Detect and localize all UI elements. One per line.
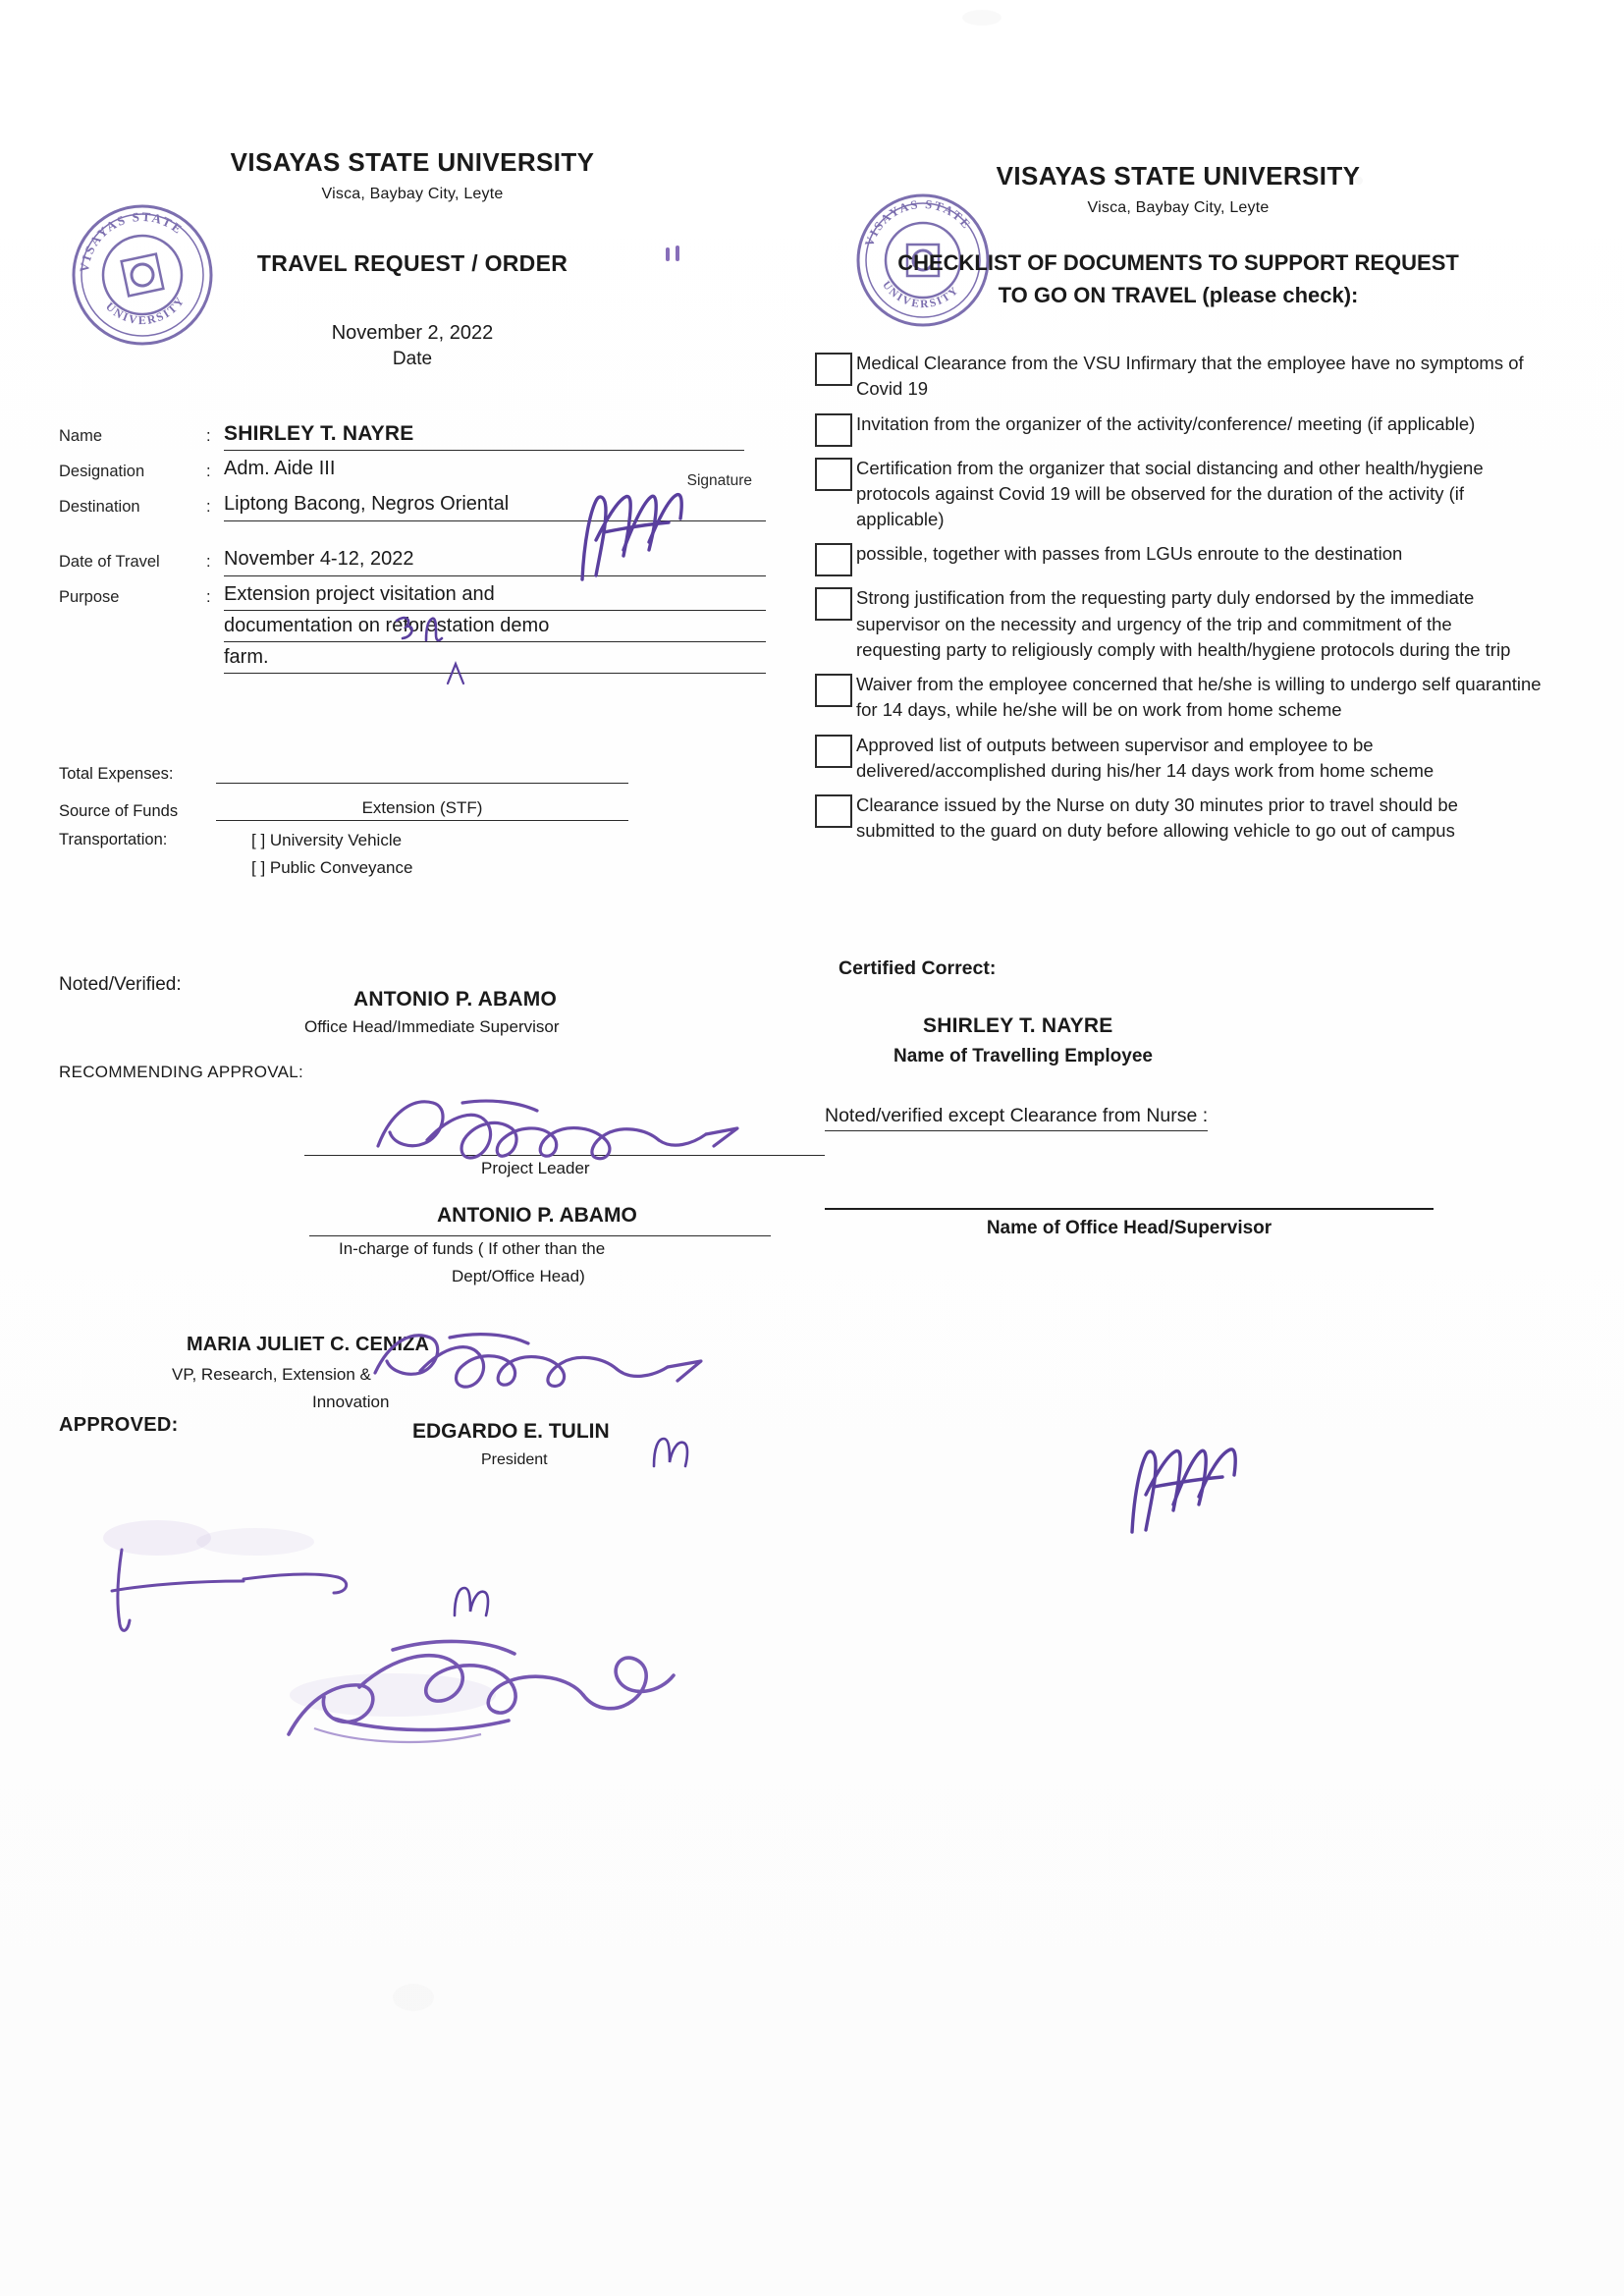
total-expenses-label: Total Expenses: — [59, 765, 174, 784]
svg-text:VISAYAS STATE: VISAYAS STATE — [862, 196, 975, 248]
field-row-name — [59, 421, 766, 451]
checkbox-icon[interactable] — [815, 587, 852, 621]
total-expenses-value — [216, 781, 628, 784]
travel-date: November 2, 2022 — [331, 322, 494, 344]
checklist-title-line-1: CHECKLIST OF DOCUMENTS TO SUPPORT REQUEST — [897, 250, 1459, 275]
vp-name: MARIA JULIET C. CENIZA — [187, 1334, 430, 1356]
certified-correct-label: Certified Correct: — [839, 957, 997, 979]
incharge-rule — [309, 1235, 771, 1236]
svg-text:UNIVERSITY: UNIVERSITY — [880, 279, 962, 311]
colon: : — [206, 588, 211, 607]
signature-label: Signature — [686, 472, 752, 489]
checkbox-icon[interactable] — [815, 458, 852, 491]
checklist-item-label: Clearance issued by the Nurse on duty 30 minutes prior to travel should be submitted to the guard on duty before allowing vehicle to go out of campus — [856, 794, 1458, 842]
checklist-column — [815, 147, 1542, 1239]
option-public-conveyance[interactable]: [ ] Public Conveyance — [251, 858, 413, 878]
checklist-item[interactable] — [815, 351, 1542, 403]
purpose-line-3: farm. — [224, 645, 766, 674]
label-destination: Destination — [59, 498, 140, 517]
president-role: President — [481, 1451, 548, 1469]
value-designation: Adm. Aide III — [224, 458, 336, 480]
approved-label: APPROVED: — [59, 1414, 179, 1437]
source-of-funds-row — [59, 793, 766, 821]
checkbox-icon[interactable] — [815, 794, 852, 828]
noted-verified-role: Office Head/Immediate Supervisor — [304, 1017, 560, 1037]
noted-verified-name: ANTONIO P. ABAMO — [353, 988, 557, 1011]
svg-text:VISAYAS STATE: VISAYAS STATE — [76, 208, 187, 274]
field-row-designation — [59, 457, 766, 486]
checkbox-icon[interactable] — [815, 413, 852, 447]
certified-employee-caption: Name of Travelling Employee — [893, 1045, 1153, 1066]
checklist-item-label: Approved list of outputs between supervisor and employee to be delivered/accomplished during his/her 14 days work from home scheme — [856, 734, 1435, 781]
left-university-title: VISAYAS STATE UNIVERSITY — [230, 147, 595, 177]
purpose-line-1: Extension project visitation and — [224, 582, 766, 611]
field-row-date-of-travel — [59, 547, 766, 576]
checklist-item[interactable] — [815, 793, 1542, 845]
noted-except-nurse-label: Noted/verified except Clearance from Nurse : — [825, 1105, 1208, 1131]
checklist-item[interactable] — [815, 672, 1542, 724]
expenses-block — [59, 756, 766, 880]
checklist-item[interactable] — [815, 456, 1542, 533]
value-destination: Liptong Bacong, Negros Oriental — [224, 492, 766, 521]
value-purpose — [224, 582, 766, 680]
checklist-item-label: Certification from the organizer that social distancing and other health/hygiene protocols against Covid 19 will be observed for the duration of the activity (if applicable) — [856, 457, 1484, 530]
label-date-of-travel: Date of Travel — [59, 553, 160, 572]
checklist-item-label: Waiver from the employee concerned that he/she is willing to undergo self quarantine for 14 days, while he/she will be on work from home scheme — [856, 674, 1542, 721]
vp-role-line-1: VP, Research, Extension & — [172, 1365, 371, 1385]
purpose-line-2: documentation on reforestation demo — [224, 614, 766, 642]
checkbox-icon[interactable] — [815, 353, 852, 386]
value-name: SHIRLEY T. NAYRE — [224, 421, 744, 451]
checklist-item[interactable] — [815, 585, 1542, 663]
checklist-item-label: Strong justification from the requesting party duly endorsed by the immediate supervisor on the necessity and urgency of the trip and commitment of the requesting party to religiously comply with health/hygiene protocols during the trip — [856, 587, 1511, 660]
project-leader-block — [59, 1127, 766, 1324]
checklist-item[interactable] — [815, 733, 1542, 785]
field-row-purpose — [59, 582, 766, 680]
incharge-caption-1: In-charge of funds ( If other than the — [339, 1239, 606, 1259]
office-head-caption: Name of Office Head/Supervisor — [986, 1217, 1272, 1238]
noted-verified-label: Noted/Verified: — [59, 974, 182, 996]
source-of-funds-value: Extension (STF) — [216, 798, 628, 821]
transportation-row — [59, 831, 766, 880]
office-head-signature-rule — [825, 1208, 1434, 1210]
left-university-address: Visca, Baybay City, Leyte — [321, 186, 504, 202]
approval-block — [59, 1330, 766, 1477]
field-row-destination — [59, 492, 766, 521]
president-name: EDGARDO E. TULIN — [412, 1420, 610, 1444]
travel-request-title: TRAVEL REQUEST / ORDER — [256, 250, 568, 276]
transportation-options — [216, 831, 766, 880]
date-label: Date — [392, 349, 433, 369]
label-purpose: Purpose — [59, 588, 120, 607]
travel-form-fields — [59, 421, 766, 680]
right-university-title: VISAYAS STATE UNIVERSITY — [996, 161, 1361, 191]
checklist-item-label: possible, together with passes from LGUs enroute to the destination — [856, 543, 1403, 565]
project-leader-rule — [304, 1155, 825, 1156]
recommending-approval-label: RECOMMENDING APPROVAL: — [59, 1063, 304, 1082]
svg-text:UNIVERSITY: UNIVERSITY — [102, 293, 189, 328]
travel-request-column — [59, 147, 766, 1477]
right-university-address: Visca, Baybay City, Leyte — [1087, 199, 1270, 216]
certified-correct-block — [815, 957, 1542, 1085]
checklist-title-line-2: TO GO ON TRAVEL (please check): — [998, 283, 1359, 307]
checkbox-icon[interactable] — [815, 735, 852, 768]
colon: : — [206, 463, 211, 481]
project-leader-name: ANTONIO P. ABAMO — [437, 1204, 637, 1228]
value-date-of-travel: November 4-12, 2022 — [224, 547, 766, 576]
option-university-vehicle[interactable]: [ ] University Vehicle — [251, 831, 403, 850]
checkbox-icon[interactable] — [815, 543, 852, 576]
transportation-label: Transportation: — [59, 831, 168, 849]
label-name: Name — [59, 427, 103, 445]
project-leader-caption: Project Leader — [481, 1159, 590, 1178]
certified-employee-name: SHIRLEY T. NAYRE — [923, 1013, 1113, 1037]
label-designation: Designation — [59, 463, 145, 481]
noted-verified-block — [59, 927, 766, 1045]
checklist-item-label: Medical Clearance from the VSU Infirmary that the employee have no symptoms of Covid 19 — [856, 353, 1524, 400]
colon: : — [206, 498, 211, 517]
checklist-title — [815, 246, 1542, 311]
vp-role-line-2: Innovation — [312, 1393, 390, 1412]
checklist-item[interactable] — [815, 411, 1542, 447]
checklist-item-label: Invitation from the organizer of the activity/conference/ meeting (if applicable) — [856, 412, 1476, 434]
incharge-caption-2: Dept/Office Head) — [452, 1267, 585, 1286]
source-of-funds-label: Source of Funds — [59, 802, 179, 821]
checkbox-icon[interactable] — [815, 674, 852, 707]
checklist-item[interactable] — [815, 541, 1542, 576]
checklist-items — [815, 351, 1542, 845]
total-expenses-row — [59, 756, 766, 784]
colon: : — [206, 553, 211, 572]
colon: : — [206, 427, 211, 445]
